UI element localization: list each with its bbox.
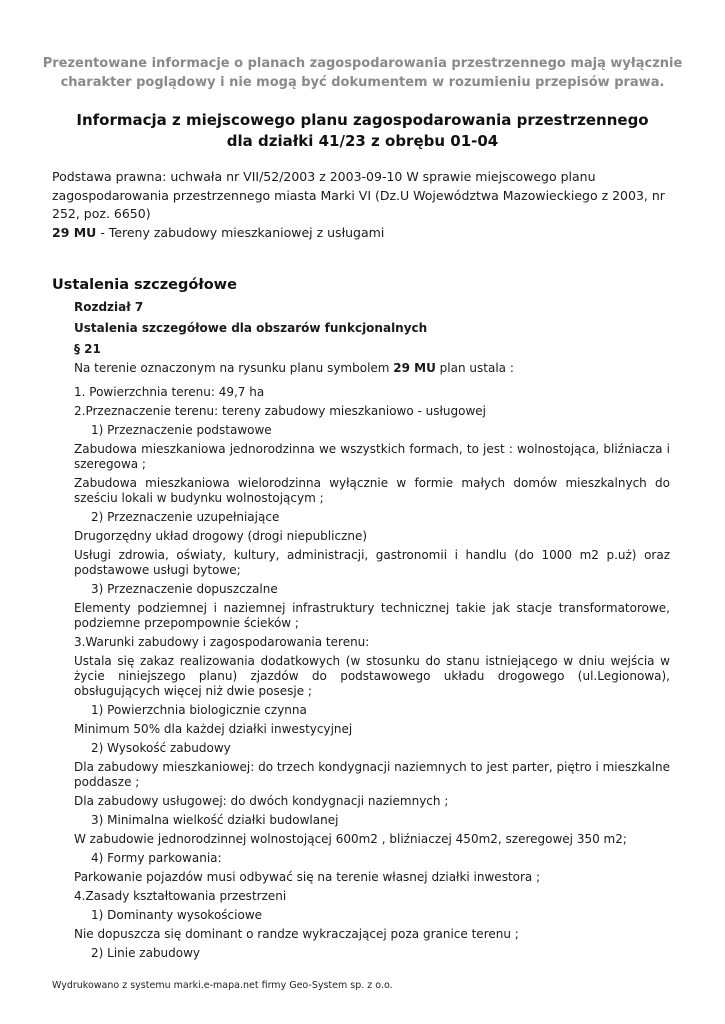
disclaimer-line-2: charakter poglądowy i nie mogą być dokumentem w rozumieniu przepisów prawa.: [60, 75, 665, 90]
provision-line: Zabudowa mieszkaniowa jednorodzinna we wszystkich formach, to jest : wolnostojąca, bliźniacza i szeregowa ;: [74, 442, 670, 471]
detailed-provisions: [74, 300, 670, 961]
footer-print-note: Wydrukowano z systemu marki.e-mapa.net firmy Geo-System sp. z o.o.: [52, 980, 393, 991]
intro-post: plan ustala :: [435, 361, 514, 375]
subheading: 1) Przeznaczenie podstawowe: [91, 423, 272, 437]
provision-line: 1. Powierzchnia terenu: 49,7 ha: [74, 385, 265, 399]
provision-line: Usługi zdrowia, oświaty, kultury, administracji, gastronomii i handlu (do 1000 m2 p.uż) oraz podstawowe usługi bytowe;: [74, 548, 670, 577]
provision-line: Dla zabudowy usługowej: do dwóch kondygnacji naziemnych ;: [74, 794, 449, 808]
provision-line: Minimum 50% dla każdej działki inwestycyjnej: [74, 722, 353, 736]
provision-line: Drugorzędny układ drogowy (drogi niepubliczne): [74, 529, 368, 543]
provision-line: 2.Przeznaczenie terenu: tereny zabudowy mieszkaniowo - usługowej: [74, 404, 487, 418]
disclaimer-line-1: Prezentowane informacje o planach zagospodarowania przestrzennego mają wyłącznie: [42, 56, 683, 71]
disclaimer: [40, 54, 685, 92]
subheading: 3) Przeznaczenie dopuszczalne: [91, 582, 278, 596]
chapter-title: Ustalenia szczegółowe dla obszarów funkcjonalnych: [74, 321, 428, 335]
title-line-1: Informacja z miejscowego planu zagospodarowania przestrzennego: [76, 111, 649, 129]
legal-basis-text: Podstawa prawna: uchwała nr VII/52/2003 z 2003-09-10 W sprawie miejscowego planu zagospodarowania przestrzennego miasta Marki VI (Dz.U Województwa Mazowieckiego z 2003, nr 252, poz. 6650): [52, 169, 665, 221]
subheading: 1) Dominanty wysokościowe: [91, 908, 263, 922]
zone-description: - Tereny zabudowy mieszkaniowej z usługami: [96, 224, 385, 240]
provision-line: Parkowanie pojazdów musi odbywać się na terenie własnej działki inwestora ;: [74, 870, 541, 884]
provision-line: 3.Warunki zabudowy i zagospodarowania terenu:: [74, 635, 370, 649]
subheading: 2) Linie zabudowy: [91, 946, 201, 960]
subheading: 4) Formy parkowania:: [91, 851, 222, 865]
title-line-2: dla działki 41/23 z obrębu 01-04: [226, 132, 499, 150]
provision-line: 4.Zasady kształtowania przestrzeni: [74, 889, 287, 903]
provision-line: Dla zabudowy mieszkaniowej: do trzech kondygnacji naziemnych to jest parter, piętro i mieszkalne poddasze ;: [74, 760, 670, 789]
provision-line: Nie dopuszcza się dominant o randze wykraczającej poza granice terenu ;: [74, 927, 519, 941]
chapter-number: Rozdział 7: [74, 300, 144, 314]
provision-line: Ustala się zakaz realizowania dodatkowych (w stosunku do stanu istniejącego w dniu wejścia w życie niniejszego planu) zjazdów do podstawowego układu drogowego (ul.Legionowa), obsługujących więcej niż dwie posesje ;: [74, 654, 670, 698]
subheading: 2) Przeznaczenie uzupełniające: [91, 510, 280, 524]
intro-line: [74, 361, 670, 376]
subheading: 2) Wysokość zabudowy: [91, 741, 231, 755]
provision-line: W zabudowie jednorodzinnej wolnostojącej 600m2 , bliźniaczej 450m2, szeregowej 350 m2;: [74, 832, 627, 846]
intro-pre: Na terenie oznaczonym na rysunku planu symbolem: [74, 361, 394, 375]
paragraph-number: § 21: [74, 342, 101, 356]
document-title: [40, 110, 685, 152]
provision-line: Elementy podziemnej i naziemnej infrastruktury technicznej takie jak stacje transformatorowe, podziemne przepompownie ścieków ;: [74, 601, 670, 630]
zone-symbol: 29 MU: [52, 224, 97, 240]
legal-basis: [52, 168, 677, 242]
section-title: Ustalenia szczegółowe: [52, 277, 237, 293]
intro-symbol: 29 MU: [393, 361, 436, 375]
subheading: 3) Minimalna wielkość działki budowlanej: [91, 813, 339, 827]
provision-line: Zabudowa mieszkaniowa wielorodzinna wyłącznie w formie małych domów mieszkalnych do sześciu lokali w budynku wolnostojącym ;: [74, 476, 670, 505]
subheading: 1) Powierzchnia biologicznie czynna: [91, 703, 307, 717]
zone-line: [52, 224, 677, 243]
